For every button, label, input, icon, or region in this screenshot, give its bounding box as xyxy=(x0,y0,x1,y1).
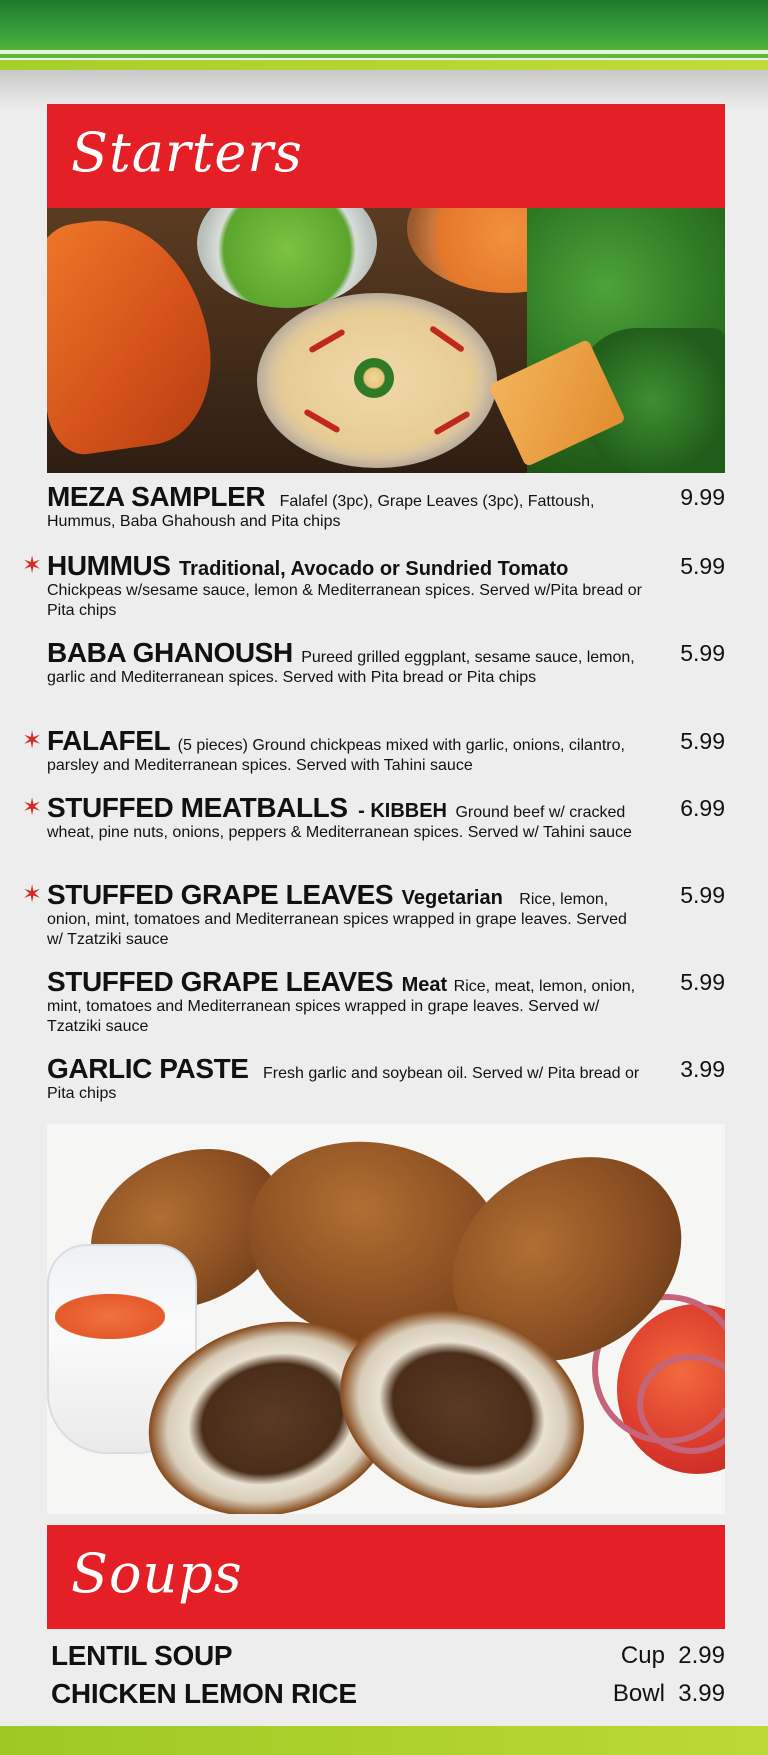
soup-price: 2.99 xyxy=(678,1642,725,1669)
item-name: HUMMUS xyxy=(47,550,171,581)
soup-item-price xyxy=(621,1640,725,1672)
item-variant: Meat xyxy=(401,974,448,996)
item-name: STUFFED MEATBALLS xyxy=(47,792,348,823)
item-price: 5.99 xyxy=(680,882,725,908)
star-icon: ✶ xyxy=(22,552,43,579)
item-price: 6.99 xyxy=(680,795,725,821)
chickpea-garnish xyxy=(354,358,394,398)
item-description: Rice, meat, lemon, onion, mint, tomatoes and Mediterranean spices wrapped in grape leaves. Served w/ Tzatziki sauce xyxy=(47,978,636,1035)
item-price: 5.99 xyxy=(680,728,725,754)
star-icon: ✶ xyxy=(22,881,43,908)
soup-size: Cup xyxy=(620,1642,665,1669)
item-variant: - KIBBEH xyxy=(358,800,447,822)
item-description: Ground beef w/ cracked wheat, pine nuts, onions, peppers & Mediterranean spices. Served w/ Tahini sauce xyxy=(47,804,632,841)
kibbeh-photo xyxy=(47,1124,725,1514)
item-price: 5.99 xyxy=(680,969,725,995)
avocado-hummus-bowl xyxy=(197,208,377,308)
item-price: 5.99 xyxy=(680,553,725,579)
star-icon: ✶ xyxy=(22,794,43,821)
item-name: MEZA SAMPLER xyxy=(47,481,266,512)
bottom-lime-band xyxy=(0,1726,768,1755)
diced-tomato xyxy=(55,1294,165,1339)
star-icon: ✶ xyxy=(22,727,43,754)
item-variant: Traditional, Avocado or Sundried Tomato xyxy=(179,558,569,580)
item-name: GARLIC PASTE xyxy=(47,1053,249,1084)
item-price: 5.99 xyxy=(680,640,725,666)
soup-item-name: CHICKEN LEMON RICE xyxy=(51,1678,357,1709)
item-name: BABA GHANOUSH xyxy=(47,637,293,668)
pita-chip xyxy=(47,208,222,459)
starters-title: Starters xyxy=(71,121,303,184)
item-description: Rice, lemon, onion, mint, tomatoes and Mediterranean spices wrapped in grape leaves. Served w/ Tzatziki sauce xyxy=(47,891,627,948)
starters-photo xyxy=(47,208,725,473)
item-variant: Vegetarian xyxy=(401,887,503,909)
item-description: Pureed grilled eggplant, sesame sauce, lemon, garlic and Mediterranean spices. Served with Pita bread or Pita chips xyxy=(47,649,635,686)
top-band-highlight xyxy=(0,50,768,54)
soup-size: Bowl xyxy=(612,1680,665,1707)
item-name: STUFFED GRAPE LEAVES xyxy=(47,966,394,997)
item-description: Fresh garlic and soybean oil. Served w/ Pita bread or Pita chips xyxy=(47,1065,640,1102)
item-name: STUFFED GRAPE LEAVES xyxy=(47,879,394,910)
soup-price: 3.99 xyxy=(678,1680,725,1707)
item-description: Falafel (3pc), Grape Leaves (3pc), Fattoush, Hummus, Baba Ghahoush and Pita chips xyxy=(47,493,595,530)
soups-header xyxy=(47,1525,725,1629)
starters-header xyxy=(47,104,725,208)
item-description: (5 pieces) Ground chickpeas mixed with garlic, onions, cilantro, parsley and Mediterranean spices. Served with Tahini sauce xyxy=(47,737,625,774)
soups-title: Soups xyxy=(71,1542,243,1605)
item-name: FALAFEL xyxy=(47,725,171,756)
item-price: 3.99 xyxy=(680,1056,725,1082)
top-lime-stripe xyxy=(0,60,768,70)
item-description: Chickpeas w/sesame sauce, lemon & Mediterranean spices. Served w/Pita bread or Pita chips xyxy=(47,582,642,619)
soup-item-name: LENTIL SOUP xyxy=(51,1640,233,1671)
item-price: 9.99 xyxy=(680,484,725,510)
soup-item-price xyxy=(613,1678,725,1710)
